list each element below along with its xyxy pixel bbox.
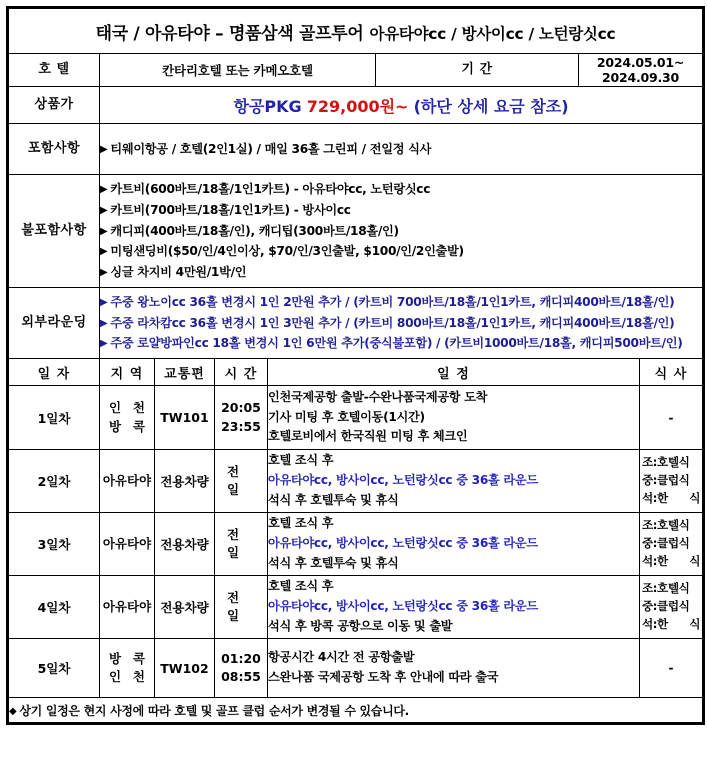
transport-value: 전용차량 — [155, 576, 215, 639]
table-row — [8, 639, 704, 698]
meal-line: 석:한 식 — [642, 616, 701, 631]
meals-value — [640, 576, 704, 639]
region-value: 아유타야 — [100, 576, 155, 639]
included-list — [100, 124, 704, 175]
schedule-line: 호텔로비에서 한국직원 미팅 후 체크인 — [268, 429, 468, 444]
time-line: 01:20 — [221, 650, 261, 666]
list-item — [100, 200, 702, 221]
region-line: 방 콕 — [109, 650, 145, 666]
time-line: 전 일 — [227, 589, 240, 623]
time-line: 23:55 — [221, 418, 261, 434]
list-item-text: 주중 로얄방파인cc 18홀 변경시 1인 6만원 추가(중식불포함) / (카트비1000바트/18홀, 캐디피500바트/인) — [110, 336, 683, 351]
schedule-line: 석식 후 호텔투숙 및 휴식 — [268, 555, 399, 570]
day-label: 2일차 — [8, 450, 100, 513]
list-item — [100, 292, 702, 313]
triangle-bullet-icon: ▶ — [100, 183, 108, 195]
day-label: 1일차 — [8, 386, 100, 450]
triangle-bullet-icon: ▶ — [100, 246, 108, 258]
list-item-text: 캐디피(400바트/18홀/인), 캐디팁(300바트/18홀/인) — [110, 223, 399, 238]
period-value: 2024.05.01~ 2024.09.30 — [579, 54, 704, 87]
triangle-bullet-icon: ▶ — [100, 338, 108, 350]
meals-value — [640, 450, 704, 513]
time-value — [215, 513, 268, 576]
meal-line: 중:클럽식 — [642, 473, 690, 488]
triangle-bullet-icon: ▶ — [100, 267, 108, 279]
time-line: 전 일 — [227, 463, 240, 497]
list-item-text: 미팅샌딩비($50/인/4인이상, $70/인/3인출발, $100/인/2인출발) — [110, 244, 464, 259]
triangle-bullet-icon: ▶ — [100, 296, 108, 308]
region-line: 인 천 — [109, 669, 145, 684]
outside-rounding-row — [8, 288, 704, 359]
list-item — [100, 179, 702, 200]
price-row — [8, 87, 704, 124]
triangle-bullet-icon: ▶ — [100, 204, 108, 216]
list-item — [100, 221, 702, 242]
list-item — [100, 262, 702, 283]
triangle-bullet-icon: ▶ — [100, 225, 108, 237]
meal-line: 조:호텔식 — [642, 455, 690, 470]
excluded-list — [100, 175, 704, 288]
schedule-value — [268, 450, 640, 513]
triangle-bullet-icon: ▶ — [100, 317, 108, 329]
meal-line: 중:클럽식 — [642, 536, 690, 551]
transport-value: 전용차량 — [155, 450, 215, 513]
title-main-text: 태국 / 아유타야 – 명품삼색 골프투어 — [95, 23, 364, 44]
list-item-text: 주중 라차캄cc 36홀 변경시 1인 3만원 추가 / (카트비 800바트/18홀/1인1카트, 캐디피400바트/18홀/인) — [110, 315, 675, 330]
time-value — [215, 450, 268, 513]
footnote-row — [8, 698, 704, 724]
time-value — [215, 386, 268, 450]
included-row — [8, 124, 704, 175]
meal-line: 중:클럽식 — [642, 599, 690, 614]
region-line: 방 콕 — [109, 418, 145, 434]
table-row — [8, 386, 704, 450]
schedule-value — [268, 386, 640, 450]
column-header-meals: 식 사 — [640, 359, 704, 386]
schedule-line: 기사 미팅 후 호텔이동(1시간) — [268, 409, 425, 424]
column-header-region: 지 역 — [100, 359, 155, 386]
schedule-line: 호텔 조식 후 — [268, 579, 334, 594]
meal-line: 조:호텔식 — [642, 518, 690, 533]
hotel-period-row — [8, 54, 704, 87]
day-label: 4일차 — [8, 576, 100, 639]
schedule-value — [268, 576, 640, 639]
hotel-label: 호 텔 — [8, 54, 100, 87]
footnote-text: 상기 일정은 현지 사정에 따라 호텔 및 골프 클럽 순서가 변경될 수 있습니다. — [19, 703, 409, 718]
schedule-line: 석식 후 호텔투숙 및 휴식 — [268, 492, 399, 507]
outside-rounding-list — [100, 288, 704, 359]
price-label: 상품가 — [8, 87, 100, 124]
schedule-line: 인천국제공항 출발-수완나품국제공항 도착 — [268, 389, 488, 404]
schedule-line: 아유타야cc, 방사이cc, 노턴랑싯cc 중 36홀 라운드 — [268, 473, 538, 488]
time-value — [215, 576, 268, 639]
list-item-text: 카트비(700바트/18홀/1인1카트) - 방사이cc — [110, 202, 351, 217]
list-item — [100, 313, 702, 334]
list-item-text: 싱글 차지비 4만원/1박/인 — [110, 265, 247, 280]
diamond-bullet-icon: ◆ — [9, 705, 17, 717]
schedule-line: 석식 후 방콕 공항으로 이동 및 출발 — [268, 618, 453, 633]
time-line: 전 일 — [227, 526, 240, 560]
time-line: 08:55 — [221, 669, 261, 684]
schedule-line: 아유타야cc, 방사이cc, 노턴랑싯cc 중 36홀 라운드 — [268, 599, 538, 614]
price-suffix: (하단 상세 요금 참조) — [413, 96, 569, 116]
schedule-value — [268, 639, 640, 698]
schedule-line: 호텔 조식 후 — [268, 453, 334, 468]
time-line: 20:05 — [221, 400, 261, 416]
day-label: 5일차 — [8, 639, 100, 698]
hotel-value: 칸타리호텔 또는 카메오호텔 — [100, 54, 376, 87]
meal-line: 석:한 식 — [642, 490, 701, 505]
meals-value — [640, 513, 704, 576]
meals-value: - — [640, 386, 704, 450]
included-label: 포함사항 — [8, 124, 100, 175]
column-header-day: 일 자 — [8, 359, 100, 386]
excluded-row — [8, 175, 704, 288]
time-value — [215, 639, 268, 698]
region-value: 아유타야 — [100, 513, 155, 576]
column-header-schedule: 일 정 — [268, 359, 640, 386]
list-item-text: 카트비(600바트/18홀/1인1카트) - 아유타야cc, 노턴랑싯cc — [110, 181, 431, 196]
region-value — [100, 639, 155, 698]
meal-line: 석:한 식 — [642, 553, 701, 568]
list-item-text: 주중 왕노이cc 36홀 변경시 1인 2만원 추가 / (카트비 700바트/18홀/1인1카트, 캐디피400바트/18홀/인) — [110, 294, 675, 309]
schedule-line: 호텔 조식 후 — [268, 516, 334, 531]
list-item-text: 티웨이항공 / 호텔(2인1실) / 매일 36홀 그린피 / 전일정 식사 — [110, 141, 432, 156]
title-row — [8, 8, 704, 54]
triangle-bullet-icon: ▶ — [100, 143, 108, 155]
title-course-list: 아유타야cc / 방사이cc / 노턴랑싯cc — [369, 24, 616, 43]
list-item — [100, 241, 702, 262]
list-item — [100, 139, 702, 160]
period-label: 기 간 — [376, 54, 579, 87]
transport-value: TW101 — [155, 386, 215, 450]
meals-value: - — [640, 639, 704, 698]
page-title — [8, 8, 704, 54]
itinerary-header-row — [8, 359, 704, 386]
table-row — [8, 576, 704, 639]
meal-line: 조:호텔식 — [642, 581, 690, 596]
schedule-line: 스완나품 국제공항 도착 후 안내에 따라 출국 — [268, 670, 499, 684]
region-value — [100, 386, 155, 450]
column-header-transport: 교통편 — [155, 359, 215, 386]
price-prefix: 항공PKG — [233, 96, 302, 116]
price-value — [100, 87, 704, 124]
excluded-label: 불포함사항 — [8, 175, 100, 288]
column-header-time: 시 간 — [215, 359, 268, 386]
schedule-line: 아유타야cc, 방사이cc, 노턴랑싯cc 중 36홀 라운드 — [268, 536, 538, 551]
tour-info-table — [6, 6, 705, 725]
table-row — [8, 450, 704, 513]
schedule-line: 항공시간 4시간 전 공항출발 — [268, 650, 415, 665]
footnote — [8, 698, 704, 724]
day-label: 3일차 — [8, 513, 100, 576]
transport-value: 전용차량 — [155, 513, 215, 576]
table-row — [8, 513, 704, 576]
region-line: 인 천 — [109, 400, 145, 416]
region-value: 아유타야 — [100, 450, 155, 513]
list-item — [100, 333, 702, 354]
outside-rounding-label: 외부라운딩 — [8, 288, 100, 359]
transport-value: TW102 — [155, 639, 215, 698]
price-amount: 729,000원~ — [306, 96, 409, 116]
schedule-value — [268, 513, 640, 576]
